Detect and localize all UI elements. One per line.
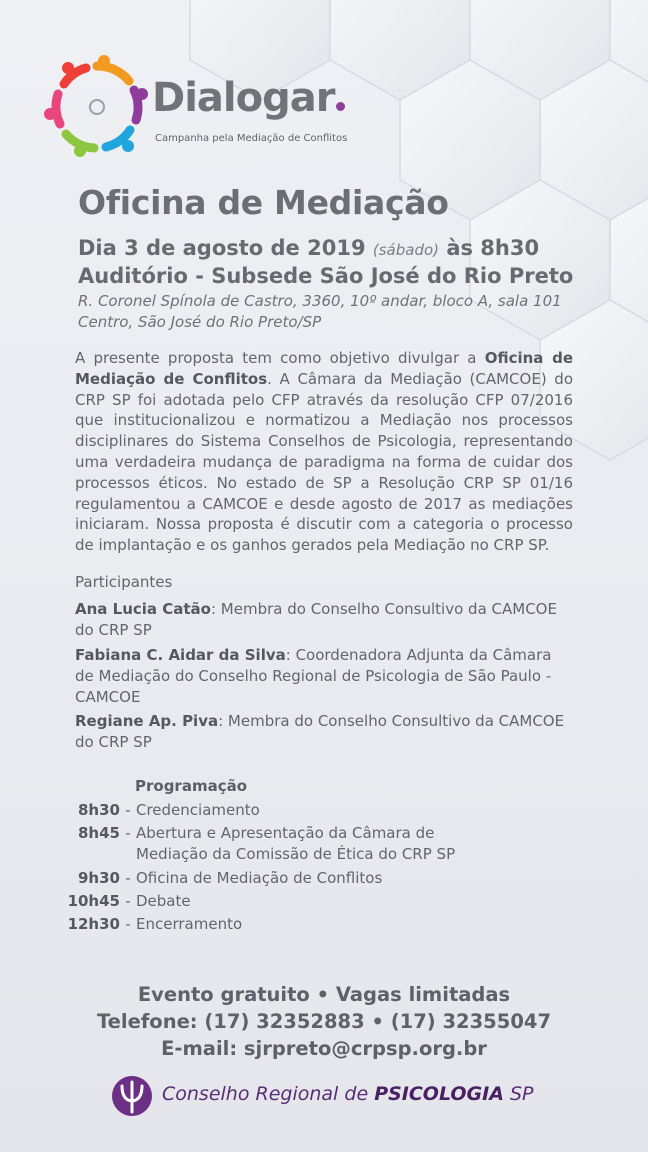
participant-item <box>75 711 573 753</box>
programme-item <box>60 891 560 912</box>
programme-item <box>60 800 560 821</box>
programme-desc: Oficina de Mediação de Conflitos <box>136 869 383 887</box>
programme-separator: - <box>125 869 131 887</box>
footer-event-info: Evento gratuito • Vagas limitadas <box>137 983 511 1006</box>
participant-name: Fabiana C. Aidar da Silva <box>75 646 286 664</box>
event-date <box>78 236 539 260</box>
crp-text-1: Conselho <box>162 1083 256 1105</box>
crp-text-4: PSICOLOGIA <box>374 1083 504 1105</box>
description-highlight: Oficina de Mediação de Conflitos <box>75 349 573 388</box>
crp-text-5: SP <box>503 1083 534 1105</box>
programme-desc: Abertura e Apresentação da Câmara de Mediação da Comissão de Ética do CRP SP <box>136 824 456 863</box>
programme-separator: - <box>125 824 131 842</box>
event-address-line2: Centro, São José do Rio Preto/SP <box>78 313 322 331</box>
logo-dot-icon <box>336 102 345 111</box>
programme-time: 9h30 <box>78 869 120 887</box>
participants-heading: Participantes <box>75 573 173 591</box>
programme-heading: Programação <box>135 777 248 795</box>
footer-email: E-mail: sjrpreto@crpsp.org.br <box>161 1037 487 1060</box>
event-address-line1: R. Coronel Spínola de Castro, 3360, 10º andar, bloco A, sala 101 <box>78 292 562 310</box>
crp-text-2: Regional <box>255 1083 339 1105</box>
participant-item <box>75 645 573 707</box>
event-title: Oficina de Mediação <box>78 183 449 222</box>
programme-separator: - <box>125 892 131 910</box>
participant-role: : Membra do Conselho Consultivo da CAMCOE do CRP SP <box>75 712 565 751</box>
event-time: às 8h30 <box>446 236 540 260</box>
description-intro: A presente proposta tem como objetivo divulgar a <box>75 349 485 367</box>
psi-logo-icon <box>111 1074 153 1118</box>
footer-phone: Telefone: (17) 32352883 • (17) 32355047 <box>96 1010 552 1033</box>
programme-desc: Credenciamento <box>136 801 260 819</box>
programme-separator: - <box>125 801 131 819</box>
programme-time: 8h30 <box>78 801 120 819</box>
programme-time: 10h45 <box>67 892 120 910</box>
crp-logo-text <box>162 1083 533 1105</box>
logo-tagline: Campanha pela Mediação de Conflitos <box>155 133 348 144</box>
dialogar-logo-icon <box>44 54 150 160</box>
participant-name: Regiane Ap. Piva <box>75 712 219 730</box>
participant-item <box>75 599 573 641</box>
description-rest: . A Câmara da Mediação (CAMCOE) do CRP SP foi adotada pelo CFP através da resolução CFP 07/2016 que institucionalizou e normatizou a Mediação nos processos disciplinares do Sistema Conselhos de Psicologia, representando uma verdadeira mudança de paradigma na forma de cuidar dos processos éticos. No estado de SP a Resolução CRP SP 01/16 regulamentou a CAMCOE e desde agosto de 2017 as mediações iniciaram. Nossa proposta é discutir com a categoria o processo de implantação e os ganhos gerados pela Mediação no CRP SP. <box>75 369 573 555</box>
programme-item <box>60 823 560 865</box>
programme-desc: Encerramento <box>136 915 243 933</box>
participant-name: Ana Lucia Catão <box>75 600 211 618</box>
event-day: (sábado) <box>372 241 439 259</box>
participant-role: : Coordenadora Adjunta da Câmara de Mediação do Conselho Regional de Psicologia de São Paulo - CAMCOE <box>75 646 552 706</box>
programme-time: 12h30 <box>67 915 120 933</box>
programme-desc: Debate <box>136 892 191 910</box>
logo-wordmark <box>152 75 345 121</box>
logo-name: Dialogar <box>152 75 335 121</box>
programme-time: 8h45 <box>78 824 120 842</box>
event-description <box>75 348 573 556</box>
event-date-text: Dia 3 de agosto de 2019 <box>78 236 366 260</box>
programme-item <box>60 914 560 935</box>
crp-text-3: de <box>338 1083 375 1105</box>
participant-role: : Membra do Conselho Consultivo da CAMCOE do CRP SP <box>75 600 557 639</box>
event-venue: Auditório - Subsede São José do Rio Preto <box>78 264 574 288</box>
programme-item <box>60 868 560 889</box>
programme-separator: - <box>125 915 131 933</box>
